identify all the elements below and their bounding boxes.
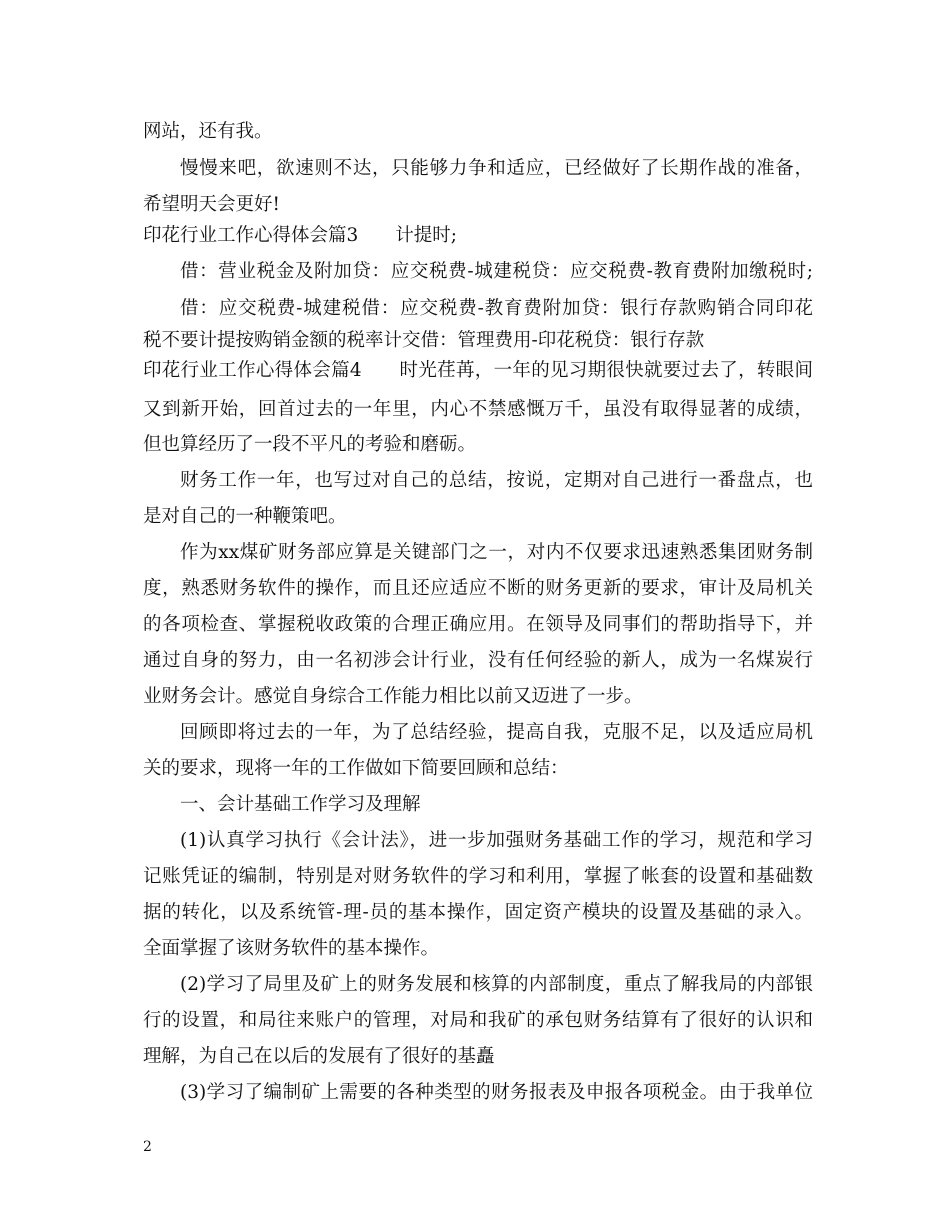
text-line: 又到新开始，回首过去的一年里，内心不禁感慨万千，虽没有取得显著的成绩， [143,399,813,420]
text-line: 借：应交税费-城建税借：应交税费-教育费附加贷：银行存款购销合同印花 [180,298,813,319]
subsection-heading: 一、会计基础工作学习及理解 [180,794,421,815]
section-heading: 印花行业工作心得体会篇4 时光荏苒，一年的见习期很快就要过去了，转眼间 [143,360,813,381]
section-heading: 印花行业工作心得体会篇3 计提时; [143,225,458,246]
page-number: 2 [143,1139,152,1155]
text-line: (3)学习了编制矿上需要的各种类型的财务报表及申报各项税金。由于我单位 [180,1082,813,1103]
text-line: 业财务会计。感觉自身综合工作能力相比以前又迈进了一步。 [143,686,643,707]
text-line: 税不要计提按购销金额的税率计交借：管理费用-印花税贷：银行存款 [143,330,705,351]
text-line: (1)认真学习执行《会计法》，进一步加强财务基础工作的学习，规范和学习 [180,830,813,851]
text-line: 但也算经历了一段不平凡的考验和磨砺。 [143,434,477,455]
text-line: 借：营业税金及附加贷：应交税费-城建税贷：应交税费-教育费附加缴税时; [180,261,813,282]
text-line: 行的设置，和局往来账户的管理，对局和我矿的承包财务结算有了很好的认识和 [143,1010,813,1031]
text-line: 全面掌握了该财务软件的基本操作。 [143,938,440,959]
text-line: 作为xx煤矿财务部应算是关键部门之一，对内不仅要求迅速熟悉集团财务制 [180,542,813,563]
text-line: 关的要求，现将一年的工作做如下简要回顾和总结： [143,758,569,779]
text-line: 是对自己的一种鞭策吧。 [143,506,347,527]
text-line: 理解，为自己在以后的发展有了很好的基矗 [143,1046,495,1067]
text-line: 据的转化，以及系统管-理-员的基本操作，固定资产模块的设置及基础的录入。 [143,902,813,923]
text-line: 度，熟悉财务软件的操作，而且还应适应不断的财务更新的要求，审计及局机关 [143,578,813,599]
text-line: 的各项检查、掌握税收政策的合理正确应用。在领导及同事们的帮助指导下，并 [143,614,813,635]
text-line: 慢慢来吧，欲速则不达，只能够力争和适应，已经做好了长期作战的准备， [180,158,813,179]
text-line: 记账凭证的编制，特别是对财务软件的学习和利用，掌握了帐套的设置和基础数 [143,866,813,887]
text-line: 网站，还有我。 [143,121,273,142]
text-line: 回顾即将过去的一年，为了总结经验，提高自我，克服不足，以及适应局机 [180,722,813,743]
text-line: 通过自身的努力，由一名初涉会计行业，没有任何经验的新人，成为一名煤炭行 [143,650,813,671]
text-line: 希望明天会更好! [143,194,280,215]
text-line: 财务工作一年，也写过对自己的总结，按说，定期对自己进行一番盘点，也 [180,470,813,491]
text-line: (2)学习了局里及矿上的财务发展和核算的内部制度，重点了解我局的内部银 [180,974,813,995]
